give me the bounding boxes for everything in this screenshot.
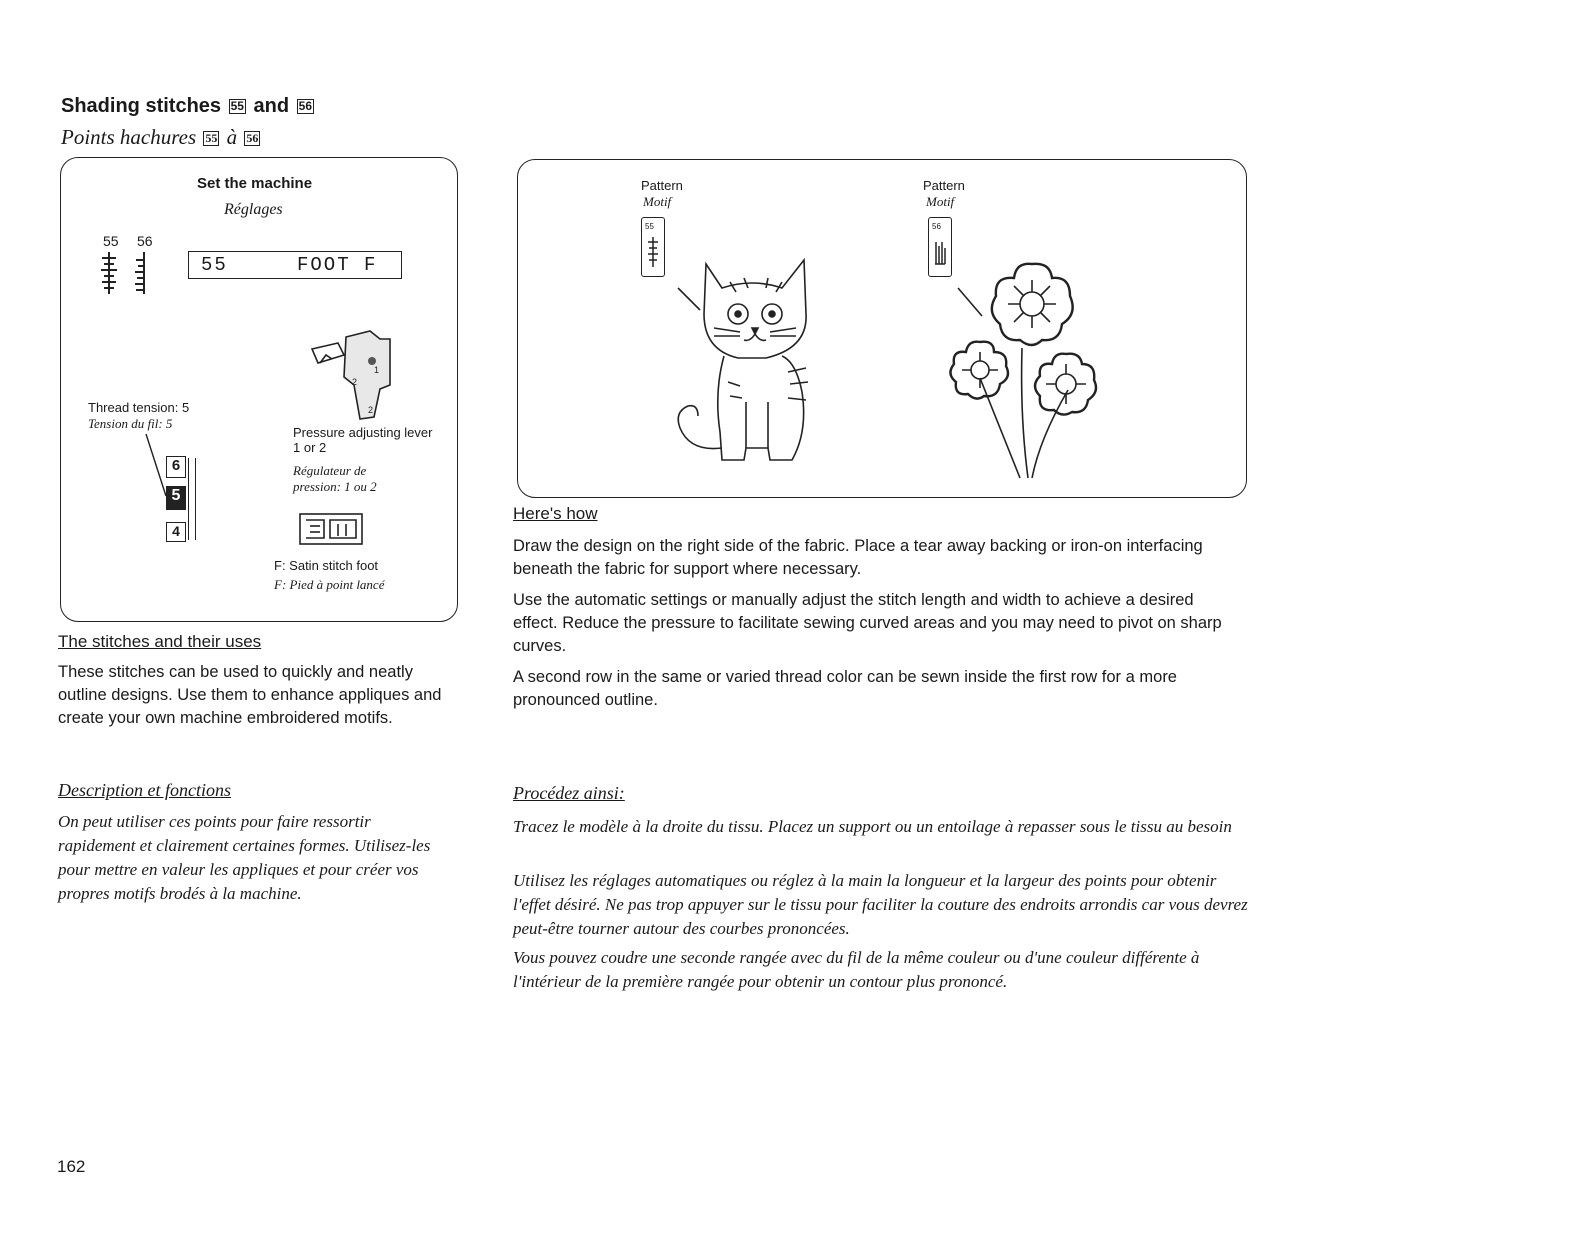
title-fr-and: à (226, 125, 238, 149)
stitch-label-55: 55 (103, 233, 119, 249)
machine-settings-panel (60, 157, 458, 622)
howto-para2-en: Use the automatic settings or manually adjust the stitch length and width to achieve a desired effect. Reduce the pressure to facilitate sewing curved areas and you may need to pivot on sharp curves. (513, 591, 1222, 655)
pattern-label-en-left: Pattern (641, 178, 683, 193)
howto-para1-en: Draw the design on the right side of the fabric. Place a tear away backing or iron-on interfacing beneath the fabric for support where necessary. (513, 537, 1203, 578)
howto-para3-fr: Vous pouvez coudre une seconde rangée avec du fil de la même couleur ou d'une couleur différente à l'intérieur de la première rangée pour obtenir un contour plus prononcé. (513, 948, 1200, 991)
howto-para3-en: A second row in the same or varied thread color can be sewn inside the first row for a more pronounced outline. (513, 668, 1177, 709)
dial-scale (188, 458, 196, 540)
pattern-55-card (641, 217, 665, 277)
settings-heading-en: Set the machine (197, 175, 313, 192)
lcd-display (188, 251, 402, 279)
satin-foot-icon (298, 510, 364, 548)
foot-label-fr: F: Pied à point lancé (274, 577, 385, 592)
tension-label-en: Thread tension: 5 (88, 400, 190, 415)
uses-heading-fr: Description et fonctions (58, 780, 231, 800)
pattern-55-card-number: 55 (645, 222, 654, 231)
pressure-label-fr: Régulateur de pression: 1 ou 2 (293, 463, 377, 494)
pattern-label-fr-right: Motif (926, 194, 955, 209)
tension-label-fr: Tension du fil: 5 (88, 416, 173, 431)
page-title-fr (61, 125, 262, 150)
title-fr-text: Points hachures (61, 125, 197, 149)
pressure-label-en: Pressure adjusting lever 1 or 2 (293, 425, 433, 455)
svg-text:2: 2 (368, 405, 374, 415)
pattern-55-box-fr: 55 (205, 131, 218, 145)
lcd-pattern-number: 55 (201, 254, 228, 276)
pressure-lever-illustration (308, 325, 398, 423)
howto-para1-fr: Tracez le modèle à la droite du tissu. Placez un support ou un entoilage à repasser sous le tissu au besoin (513, 817, 1232, 836)
pattern-illustration-panel (517, 159, 1247, 498)
uses-heading-en: The stitches and their uses (58, 632, 262, 651)
title-en-and: and (253, 95, 290, 117)
svg-text:1: 1 (374, 365, 380, 375)
svg-text:2: 2 (352, 377, 358, 387)
dial-value-5: 5 (166, 486, 186, 510)
page-number: 162 (57, 1157, 86, 1176)
pattern-56-box: 56 (298, 99, 312, 113)
flower-embroidery-illustration (940, 258, 1110, 480)
foot-label-en: F: Satin stitch foot (274, 558, 379, 573)
lcd-foot-text: FOOT F (297, 254, 378, 276)
dial-value-4: 4 (166, 522, 186, 542)
tension-dial (166, 456, 196, 542)
settings-heading-fr: Réglages (224, 201, 283, 218)
title-en-text: Shading stitches (61, 95, 222, 117)
pattern-56-box-fr: 56 (246, 131, 259, 145)
pattern-label-fr-left: Motif (643, 194, 672, 209)
pattern-label-en-right: Pattern (923, 178, 965, 193)
stitch-label-56: 56 (137, 233, 153, 249)
stitch-pattern-icons (96, 250, 166, 300)
pattern-55-stitch-icon (646, 236, 660, 268)
howto-heading-fr: Procédez ainsi: (513, 783, 625, 803)
howto-heading-en: Here's how (513, 504, 598, 523)
howto-para2-fr: Utilisez les réglages automatiques ou réglez à la main la longueur et la largeur des points pour obtenir l'effet désiré. Ne pas trop appuyer sur le tissu pour faciliter la couture des endroits arrondis car vous devrez peut-être tourner autour des courbes prononcées. (513, 871, 1248, 938)
dial-value-6: 6 (166, 456, 186, 478)
uses-body-fr: On peut utiliser ces points pour faire ressortir rapidement et clairement certaines formes. Utilisez-les pour mettre en valeur les appliques et pour créer vos propres motifs brodés à la machine. (58, 812, 431, 903)
pattern-56-card-number: 56 (932, 222, 941, 231)
cat-embroidery-illustration (670, 252, 850, 470)
page-title-en (61, 95, 316, 118)
uses-body-en: These stitches can be used to quickly and neatly outline designs. Use them to enhance appliques and create your own machine embroidered motifs. (58, 663, 442, 727)
pattern-55-box: 55 (230, 99, 244, 113)
